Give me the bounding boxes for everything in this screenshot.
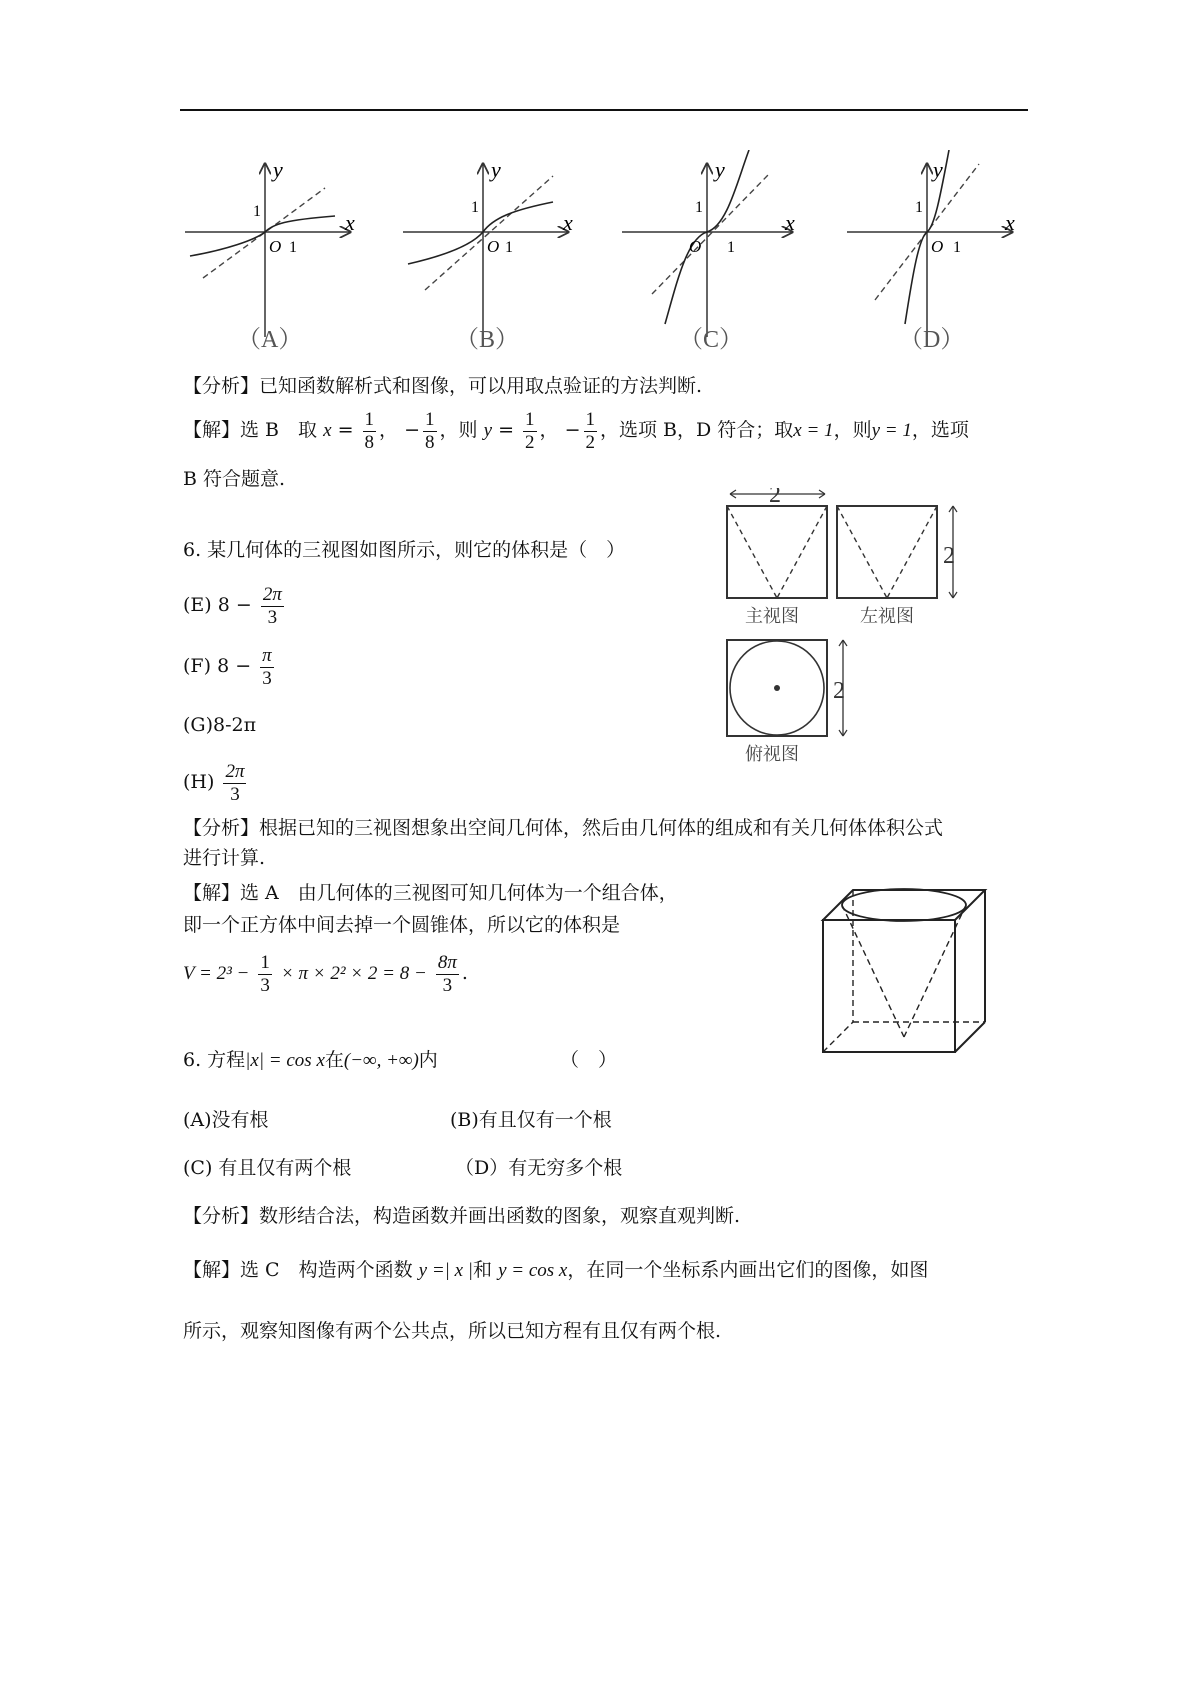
q6a-option-h (183, 755, 249, 809)
q6a-analysis-text: 根据已知的三视图想象出空间几何体，然后由几何体的组成和有关几何体体积公式 (259, 817, 944, 839)
q6b-solution-line2: 所示，观察知图像有两个公共点，所以已知方程有且仅有两个根. (183, 1320, 722, 1342)
q5-analysis (183, 373, 702, 399)
q5-solution-tag: 【解】 (183, 419, 241, 441)
graph-a (185, 157, 355, 353)
q6a-solution-line1 (183, 880, 678, 906)
q5-y-eq-1: y = 1 (871, 420, 912, 441)
graph-b (403, 157, 573, 353)
q5-minus-1: − (404, 419, 421, 441)
graph-c-y-label: y (715, 157, 725, 182)
q6b-option-b: (B)有且仅有一个根 (450, 1109, 612, 1131)
graph-c-origin: O (689, 237, 702, 256)
q6b-answer-paren: （ ） (560, 1049, 618, 1071)
q6b-analysis-text: 数形结合法，构造函数并画出函数的图象，观察直观判断. (259, 1205, 741, 1227)
q6a-option-f-frac: $\frac{\pi}{3}$ (262, 644, 272, 689)
left-view-dim: 2 (943, 543, 955, 569)
q6b-solution-a: 选 C 构造两个函数 (240, 1259, 413, 1281)
q5-eq: = (337, 419, 354, 441)
graph-a-one-y: 1 (253, 203, 261, 220)
q6a-analysis-tag: 【分析】 (183, 817, 260, 839)
q6b-option-a: (A)没有根 (183, 1109, 269, 1131)
graph-d-label: （D） (899, 327, 965, 353)
front-view (727, 488, 827, 626)
q6b-question-math: |x| = cos x (245, 1050, 325, 1071)
graph-b-y-label: y (491, 157, 501, 182)
q6a-formula-frac-1-3: $\frac{1}{3}$ (260, 951, 270, 996)
q5-comma-1: ， (379, 419, 399, 441)
q5-frac-1-2: $\frac{1}{2}$ (525, 408, 535, 453)
q6a-question: 6. 某几何体的三视图如图所示，则它的体积是（ ） (183, 539, 626, 561)
header-rule (180, 109, 1028, 111)
graph-c-one-y: 1 (695, 199, 703, 216)
q6b-question-post: 内 (418, 1049, 438, 1071)
q6a-analysis-line1 (183, 815, 943, 841)
graph-a-one-x: 1 (289, 239, 297, 256)
q5-frac-neg-1-8: $\frac{1}{8}$ (425, 408, 435, 453)
q6b-solution-b: ，在同一个坐标系内画出它们的图像，如图 (567, 1259, 929, 1281)
graph-b-one-y: 1 (471, 199, 479, 216)
q5-analysis-tag: 【分析】 (183, 375, 260, 397)
graph-c-x-label: x (785, 210, 795, 235)
three-view-figure (715, 488, 995, 766)
q6a-solution-line2: 即一个正方体中间去掉一个圆锥体，所以它的体积是 (183, 914, 621, 936)
q6b-question-interval: (−∞, +∞) (343, 1050, 419, 1071)
q5-minus-2: − (564, 419, 581, 441)
q6a-formula-b: × π × 2² × 2 = 8 − (280, 963, 427, 984)
q6b-question (183, 1047, 438, 1074)
q6a-option-e-label: (E) (183, 594, 212, 616)
graph-a-y-label: y (273, 157, 283, 182)
q5-solution-a: 选 B 取 (240, 419, 318, 441)
q6a-option-h-frac: $\frac{2\pi}{3}$ (225, 760, 245, 805)
q6a-formula-end: . (461, 962, 468, 984)
graph-d-one-x: 1 (953, 239, 961, 256)
q5-frac-1-8: $\frac{1}{8}$ (364, 408, 375, 453)
graph-a-origin: O (269, 237, 282, 256)
cube-cone-figure (815, 880, 995, 1070)
graph-d-origin: O (931, 237, 944, 256)
q6b-solution-tag: 【解】 (183, 1259, 241, 1281)
graph-d (847, 150, 1015, 353)
q6a-option-g: (G)8-2π (183, 714, 257, 736)
q6b-function-1: y =| x | (418, 1260, 474, 1281)
q6b-and: 和 (473, 1259, 493, 1281)
graph-c-one-x: 1 (727, 239, 735, 256)
front-view-dim: 2 (769, 488, 781, 508)
q6a-volume-formula (183, 945, 468, 1002)
graph-c (622, 150, 795, 353)
q6a-option-e-frac: $\frac{2\pi}{3}$ (262, 583, 282, 628)
q6a-option-f-pre: 8 − (217, 655, 252, 677)
graph-d-x-label: x (1005, 210, 1015, 235)
top-view-label: 俯视图 (745, 744, 799, 764)
q6a-option-f-label: (F) (183, 655, 212, 677)
q5-analysis-text: 已知函数解析式和图像，可以用取点验证的方法判断. (259, 375, 703, 397)
graph-b-x-label: x (563, 210, 573, 235)
q5-solution-line2: B 符合题意. (183, 468, 286, 490)
q6a-analysis-line2: 进行计算. (183, 847, 266, 869)
graph-b-origin: O (487, 237, 500, 256)
front-view-label: 主视图 (745, 606, 799, 626)
q5-solution-b: ，选项 B，D 符合；取 (600, 419, 794, 441)
graph-b-one-x: 1 (505, 239, 513, 256)
graph-c-label: （C） (679, 327, 744, 353)
q6b-function-2: y = cos x (498, 1260, 568, 1281)
graph-a-label: （A） (237, 327, 303, 353)
q5-eq-2: = (498, 419, 514, 441)
q5-solution (183, 407, 969, 454)
graph-b-label: （B） (455, 327, 520, 353)
q5-frac-neg-1-2: $\frac{1}{2}$ (585, 408, 596, 453)
q6a-option-f (183, 639, 277, 693)
left-view-label: 左视图 (860, 606, 914, 626)
q6b-question-pre: 6. 方程 (183, 1049, 246, 1071)
q6b-option-d: （D）有无穷多个根 (455, 1157, 623, 1179)
top-view (727, 640, 847, 764)
graph-a-x-label: x (345, 210, 355, 235)
q6a-formula-frac-8pi-3: $\frac{8\pi}{3}$ (437, 951, 457, 996)
q6b-question-mid: 在 (324, 1049, 344, 1071)
q6a-option-e (183, 578, 287, 632)
q6b-solution-line1 (183, 1257, 928, 1284)
q6b-analysis (183, 1203, 740, 1229)
q6a-option-h-label: (H) (183, 771, 215, 793)
q6a-solution-tag: 【解】 (183, 882, 241, 904)
q6a-option-e-pre: 8 − (217, 594, 252, 616)
q5-then: ，则 (439, 419, 478, 441)
q5-then-2: ，则 (833, 419, 872, 441)
graph-d-one-y: 1 (915, 199, 923, 216)
q6a-formula-a: V = 2³ − (183, 963, 250, 984)
q5-var-x: x (323, 420, 332, 441)
left-view (837, 506, 957, 626)
q5-var-y: y (483, 420, 493, 441)
q6b-analysis-tag: 【分析】 (183, 1205, 260, 1227)
graph-d-y-label: y (933, 157, 943, 182)
q6a-solution-text: 选 A 由几何体的三视图可知几何体为一个组合体， (240, 882, 678, 904)
function-graphs-figure (175, 150, 1035, 355)
q5-solution-c: ，选项 (911, 419, 969, 441)
top-view-dim: 2 (833, 678, 845, 704)
q6b-option-c: (C) 有且仅有两个根 (183, 1157, 352, 1179)
q5-comma-2: ， (539, 419, 559, 441)
q5-x-eq-1: x = 1 (793, 420, 834, 441)
